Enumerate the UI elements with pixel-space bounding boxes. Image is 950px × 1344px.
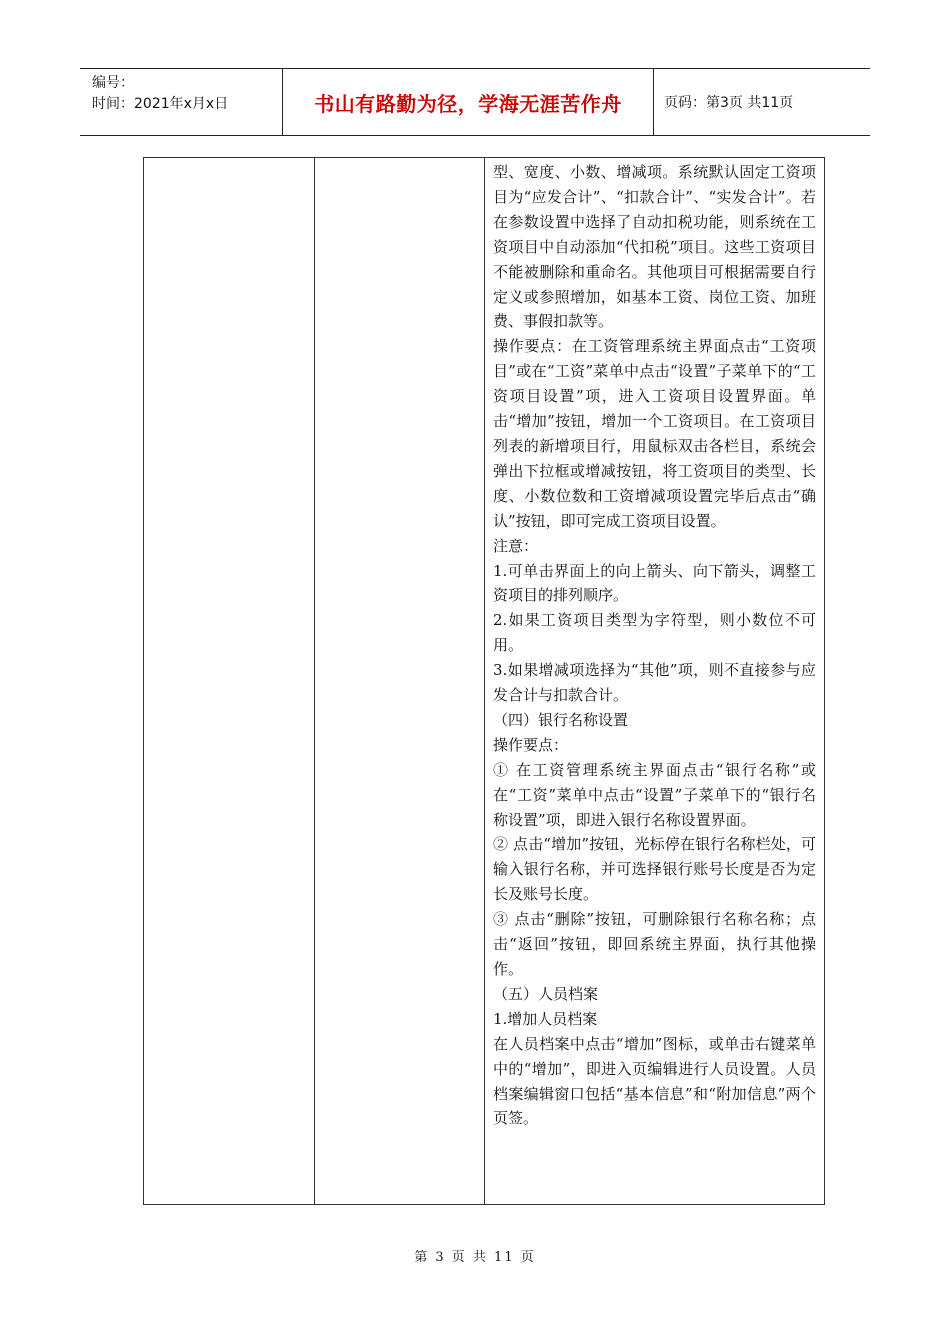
paragraph: ③ 点击“删除”按钮，可删除银行名称名称；点击“返回”按钮，即回系统主界面，执行其他操作。: [493, 910, 816, 978]
header-motto-cell: [282, 69, 654, 135]
header-motto: 书山有路勤为径，学海无涯苦作舟: [314, 91, 622, 116]
paragraph: 1.增加人员档案: [493, 1009, 598, 1028]
document-number: 编号：: [92, 75, 134, 91]
paragraph: 在人员档案中点击“增加”图标，或单击右键菜单中的“增加”，即进入页编辑进行人员设置。人员档案编辑窗口包括“基本信息”和“附加信息”两个页签。: [493, 1034, 816, 1128]
section-heading: （五）人员档案: [493, 984, 599, 1003]
paragraph: 2.如果工资项目类型为字符型，则小数位不可用。: [493, 611, 816, 655]
content-table: [143, 157, 825, 1205]
page-footer: 第 3 页 共 11 页: [414, 1250, 536, 1265]
header-meta: [80, 69, 282, 135]
paragraph: ① 在工资管理系统主界面点击“银行名称”或在“工资”菜单中点击“设置”子菜单下的“银行名称设置”项，即进入银行名称设置界面。: [493, 760, 816, 829]
page-header: [80, 68, 870, 136]
paragraph: 3.如果增减项选择为“其他”项，则不直接参与应发合计与扣款合计。: [493, 661, 816, 705]
header-page-info: 页码：第3页 共11页: [664, 95, 794, 111]
paragraph: 1.可单击界面上的向上箭头、向下箭头，调整工资项目的排列顺序。: [493, 561, 816, 605]
document-date: 时间：2021年x月x日: [92, 96, 229, 112]
paragraph: 注意：: [493, 536, 539, 555]
paragraph: ② 点击“增加”按钮，光标停在银行名称栏处，可输入银行名称，并可选择银行账号长度是否为定长及账号长度。: [493, 835, 816, 904]
table-column-3: [485, 158, 824, 1204]
paragraph: 型、宽度、小数、增减项。系统默认固定工资项目为“应发合计”、“扣款合计”、“实发合计”。若在参数设置中选择了自动扣税功能，则系统在工资项目中自动添加“代扣税”项目。这些工资项目不能被删除和重命名。其他项目可根据需要自行定义或参照增加，如基本工资、岗位工资、加班费、事假扣款等。: [493, 163, 816, 331]
section-heading: （四）银行名称设置: [493, 710, 629, 729]
table-column-2: [315, 158, 485, 1204]
paragraph: 操作要点：在工资管理系统主界面点击“工资项目”或在“工资”菜单中点击“设置”子菜单下的“工资项目设置”项，进入工资项目设置界面。单击“增加”按钮，增加一个工资项目。在工资项目列表的新增项目行，用鼠标双击各栏目，系统会弹出下拉框或增减按钮，将工资项目的类型、长度、小数位数和工资增减项设置完毕后点击“确认”按钮，即可完成工资项目设置。: [493, 337, 816, 530]
paragraph: 操作要点：: [493, 735, 569, 754]
table-column-1: [144, 158, 315, 1204]
